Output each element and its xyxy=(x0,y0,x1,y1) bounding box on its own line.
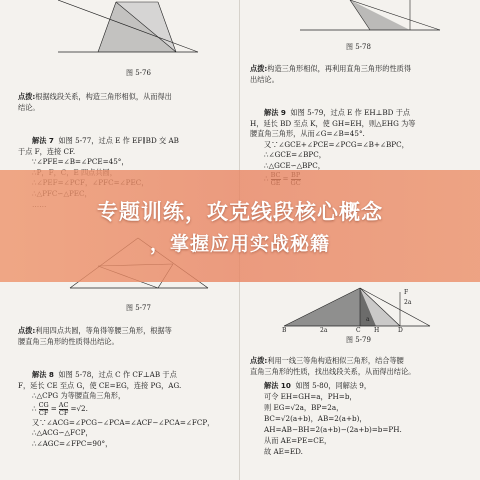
jiefa-text: 又∵∠GCE+∠PCE=∠PCG=∠B+∠BPC， xyxy=(264,139,409,149)
fraction-line: ∴ $\frac{CG}{CF}$ = $\frac{AC}{CF}$ =√2. xyxy=(32,401,88,418)
jiefa-text: ∴△ACG∽△FCP， xyxy=(32,428,93,438)
dianbo-4 xyxy=(250,356,415,377)
point-label-b: B xyxy=(282,327,287,332)
dianbo-text: 利用一线三等角构造相似三角形，结合等腰 xyxy=(267,356,404,365)
fraction-tail: =√2. xyxy=(70,404,88,414)
fraction-denominator: CF xyxy=(38,409,49,418)
point-label-h: H xyxy=(374,327,380,332)
jiefa-text: H，延长 BD 至点 K，使 GH=EH，则△EHG 为等 xyxy=(250,118,416,128)
figure-5-79-caption: 图 5-79 xyxy=(346,336,371,344)
jiefa-text: 如图 5-80，同解法 9， xyxy=(295,381,372,390)
jiefa-text: 如图 5-79，过点 E 作 EH⊥BD 于点 xyxy=(290,108,411,117)
point-label-f: F xyxy=(404,289,409,296)
figure-5-76 xyxy=(58,0,218,60)
jiefa-text: ∴∠AGC=∠FPC=90°， xyxy=(32,438,113,448)
dianbo-text: 出结论。 xyxy=(250,74,279,84)
jiefa-text: ∴∠GCE=∠BPC， xyxy=(264,150,326,160)
jiefa-tag: 解法 8 xyxy=(32,370,54,379)
dianbo-3 xyxy=(250,64,411,85)
dianbo-tag: 点拨: xyxy=(250,64,268,73)
segment-label-a: a xyxy=(366,316,370,323)
fraction-numerator: AC xyxy=(58,401,69,410)
dianbo-tag: 点拨: xyxy=(18,326,36,335)
dianbo-2 xyxy=(18,326,172,347)
fraction-denominator: CF xyxy=(58,409,69,418)
dianbo-tag: 点拨: xyxy=(250,356,268,365)
segment-label-2a: 2a xyxy=(320,327,328,332)
fraction-numerator: CG xyxy=(38,401,49,410)
jiefa-text: 如图 5-77，过点 E 作 EF∥BD 交 AB xyxy=(58,136,179,145)
jiefa-tag: 解法 10 xyxy=(264,381,291,390)
jiefa-text: 故 AE=ED. xyxy=(264,447,303,456)
figure-5-78-caption: 图 5-78 xyxy=(346,43,371,51)
jiefa-10 xyxy=(250,380,402,457)
segment-label-2a-vertical: 2a xyxy=(404,299,412,306)
dianbo-1 xyxy=(18,92,172,113)
dianbo-text: 结论。 xyxy=(18,102,40,112)
figure-5-76-caption: 图 5-76 xyxy=(126,69,151,77)
dianbo-tag: 点拨: xyxy=(18,92,36,101)
dianbo-text: 根据线段关系，构造三角形相似，从而得出 xyxy=(35,92,172,101)
jiefa-text: 如图 5-78，过点 C 作 CF⊥AB 于点 xyxy=(58,370,177,379)
banner-title-line-2: ，掌握应用实战秘籍 xyxy=(149,233,330,255)
jiefa-text: 又∵∠ACG=∠PCG−∠PCA=∠ACF−∠PCA=∠FCP， xyxy=(32,417,215,427)
figure-5-77-caption: 图 5-77 xyxy=(126,304,151,312)
jiefa-text: 从而 AE=PE=CE， xyxy=(264,436,332,445)
dianbo-text: 构造三角形相似，再利用直角三角形的性质得 xyxy=(267,64,412,73)
point-label-d: D xyxy=(398,327,403,332)
dianbo-text: 直角三角形的性质，找出线段关系，从而得出结论。 xyxy=(250,366,416,376)
jiefa-text: AH=AB−BH=2(a+b)−(2a+b)=b=PH. xyxy=(264,425,402,434)
jiefa-8 xyxy=(18,370,214,450)
figure-5-78 xyxy=(290,0,450,36)
title-banner xyxy=(0,170,480,282)
dianbo-text: 腰直角三角形的性质得出结论。 xyxy=(18,336,119,346)
point-label-c: C xyxy=(356,327,361,332)
jiefa-text: 于点 F，连接 CF. xyxy=(18,146,76,156)
jiefa-text: 则 EG=√2a，BP=2a， xyxy=(264,403,344,412)
jiefa-text: ∴△GCE∽△BPC， xyxy=(264,160,325,170)
jiefa-tag: 解法 9 xyxy=(264,108,286,117)
jiefa-text: 腰直角三角形，从而∠G=∠B=45°. xyxy=(250,129,365,139)
dianbo-text: 利用四点共圆，等角得等腰三角形，根据等 xyxy=(35,326,172,335)
jiefa-text: 可令 EH=GH=a，PH=b， xyxy=(264,392,357,401)
jiefa-text: BC=√2(a+b)，AB=2(a+b)， xyxy=(264,414,367,423)
jiefa-text: ∴△CPG 为等腰直角三角形， xyxy=(32,391,126,401)
jiefa-text: ∵∠PFE=∠B=∠PCE=45°， xyxy=(32,157,129,167)
jiefa-text: F，延长 CE 至点 G，使 CE=EG，连接 PG，AG. xyxy=(18,380,182,390)
banner-title-line-1: 专题训练，攻克线段核心概念 xyxy=(97,200,383,224)
jiefa-tag: 解法 7 xyxy=(32,136,54,145)
figure-5-79 xyxy=(280,286,450,332)
